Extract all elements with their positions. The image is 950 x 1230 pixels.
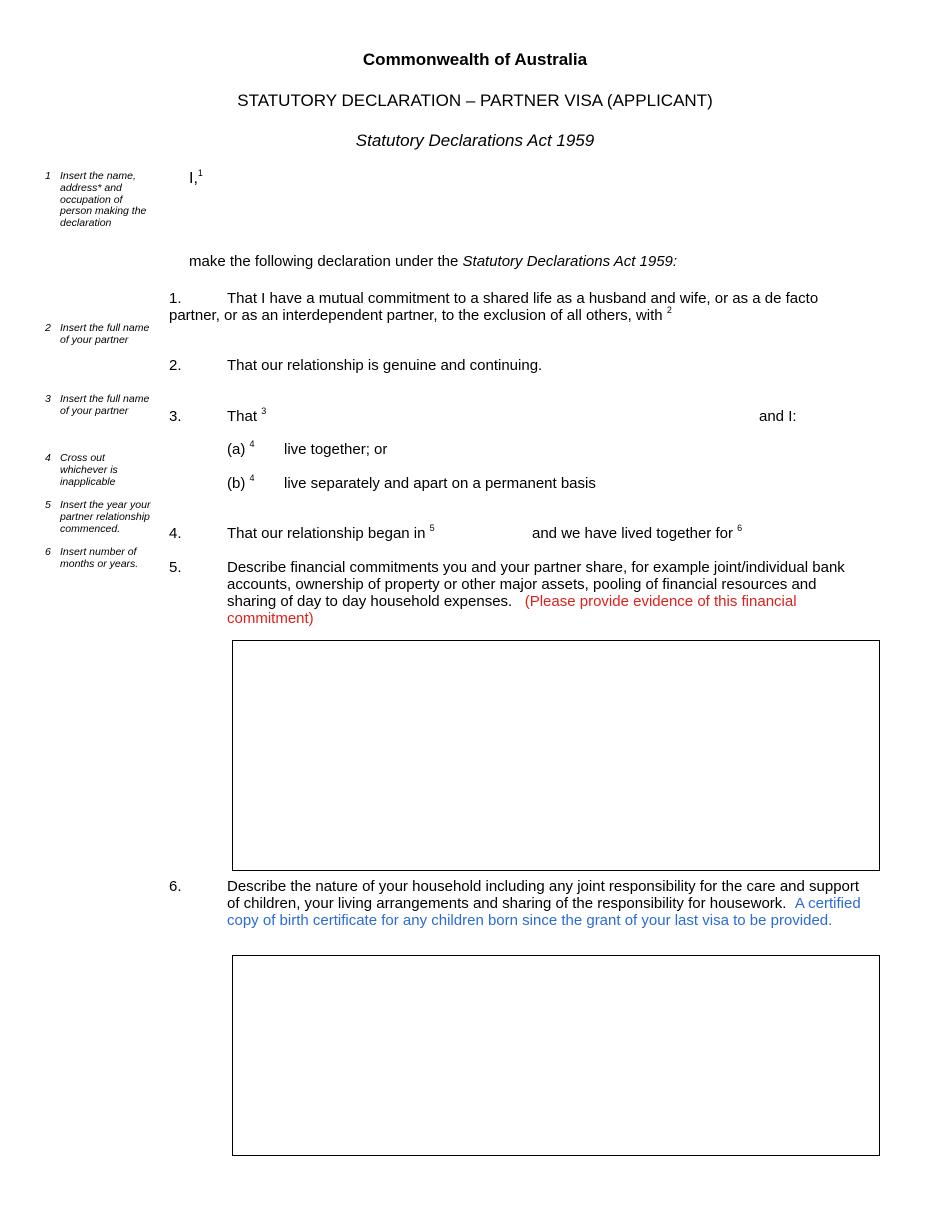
item-3a-label: (a) $^4$ [227,439,255,458]
item-2-text: That our relationship is genuine and continuing. [227,357,543,374]
act-title: Statutory Declarations Act 1959 [355,131,595,150]
declaration-intro: make the following declaration under the Statutory Declarations Act 1959: [189,253,678,270]
evidence-note: (Please provide evidence of this financial [524,593,797,610]
item-1-line2: partner, or as an interdependent partner, to the exclusion of all others, with $^2$ [169,305,672,324]
margin-note-3: 3 Insert the full name of your partner [45,393,150,417]
item-6-line2: of children, your living arrangements and sharing of the responsibility for housework. A certified [227,895,861,912]
declarant-line: I,$^1$ [189,168,203,187]
item-5-number: 5. [169,559,182,576]
item-4-text: That our relationship began in $^5$ [227,523,435,542]
item-5-line1: Describe financial commitments you and your partner share, for example joint/individual bank [227,559,845,576]
item-3-text: That $^3$ [227,406,267,425]
item-6-line1: Describe the nature of your household including any joint responsibility for the care and support [227,878,860,895]
margin-note-2: 2 Insert the full name of your partner [45,322,150,346]
item-3-end: and I: [759,408,797,425]
margin-note-6: 6 Insert number of months or years. [45,546,139,570]
form-subtitle: STATUTORY DECLARATION – PARTNER VISA (APPLICANT) [237,91,713,110]
household-nature-textbox[interactable] [232,955,880,1156]
item-5-line2: accounts, ownership of property or other major assets, pooling of financial resources and [227,576,817,593]
item-1-line1: That I have a mutual commitment to a shared life as a husband and wife, or as a de facto [227,290,819,307]
item-6-number: 6. [169,878,182,895]
margin-note-1: 1 Insert the name, address* and occupation of person making the declaration [45,170,147,230]
item-1-number: 1. [169,290,182,307]
evidence-note-cont: commitment) [227,610,314,627]
margin-note-4: 4 Cross out whichever is inapplicable [45,452,118,488]
financial-commitments-textbox[interactable] [232,640,880,871]
item-3a-text: live together; or [284,441,388,458]
item-4-number: 4. [169,525,182,542]
birth-certificate-note-cont: copy of birth certificate for any children born since the grant of your last visa to be provided. [227,912,833,929]
item-2-number: 2. [169,357,182,374]
item-5-line3: sharing of day to day household expenses. (Please provide evidence of this financial [227,593,797,610]
item-4-text2: and we have lived together for $^6$ [532,523,743,542]
birth-certificate-note: A certified [794,895,861,912]
item-3b-label: (b) $^4$ [227,473,255,492]
page-title: Commonwealth of Australia [362,50,588,69]
item-3-number: 3. [169,408,182,425]
margin-note-5: 5 Insert the year your partner relationship commenced. [45,499,151,535]
item-3b-text: live separately and apart on a permanent basis [284,475,596,492]
